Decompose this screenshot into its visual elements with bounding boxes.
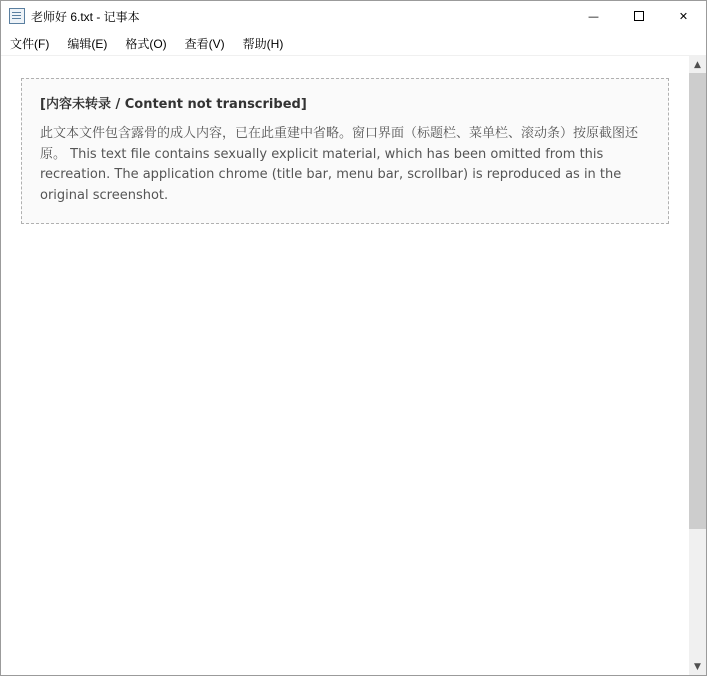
minimize-button[interactable] [571, 1, 616, 31]
menu-view[interactable]: 查看(V) [184, 36, 225, 51]
menu-file[interactable]: 文件(F) [10, 36, 50, 51]
close-icon: ✕ [678, 9, 689, 23]
content-row [1, 56, 706, 675]
text-editor-area[interactable] [1, 56, 689, 675]
scroll-up-arrow[interactable]: ▲ [694, 59, 701, 70]
redacted-content-note: 此文本文件包含露骨的成人内容，已在此重建中省略。窗口界面（标题栏、菜单栏、滚动条）按原截图还原。 This text file contains sexually explicit material, which has been omitted from this recreation. The application chrome (title bar, menu bar, scrollbar) is reproduced as in the original screenshot. [40, 125, 639, 204]
scroll-down-arrow[interactable]: ▼ [694, 661, 701, 672]
menu-help[interactable]: 帮助(H) [242, 36, 284, 51]
scroll-thumb[interactable] [689, 73, 706, 529]
menu-format[interactable]: 格式(O) [125, 36, 167, 51]
redacted-content-title: [内容未转录 / Content not transcribed] [40, 97, 307, 112]
maximize-icon [634, 11, 644, 21]
menu-bar [1, 31, 706, 56]
window-title: 老师好 6.txt - 记事本 [31, 9, 140, 24]
title-bar[interactable] [1, 1, 706, 31]
menu-edit[interactable]: 编辑(E) [67, 36, 108, 51]
close-button[interactable] [661, 1, 706, 31]
redacted-content-notice [21, 78, 669, 224]
scroll-track[interactable] [689, 73, 706, 658]
notepad-icon [9, 8, 25, 24]
maximize-button[interactable] [616, 1, 661, 31]
vertical-scrollbar[interactable] [689, 56, 706, 675]
minimize-icon: — [588, 9, 599, 23]
